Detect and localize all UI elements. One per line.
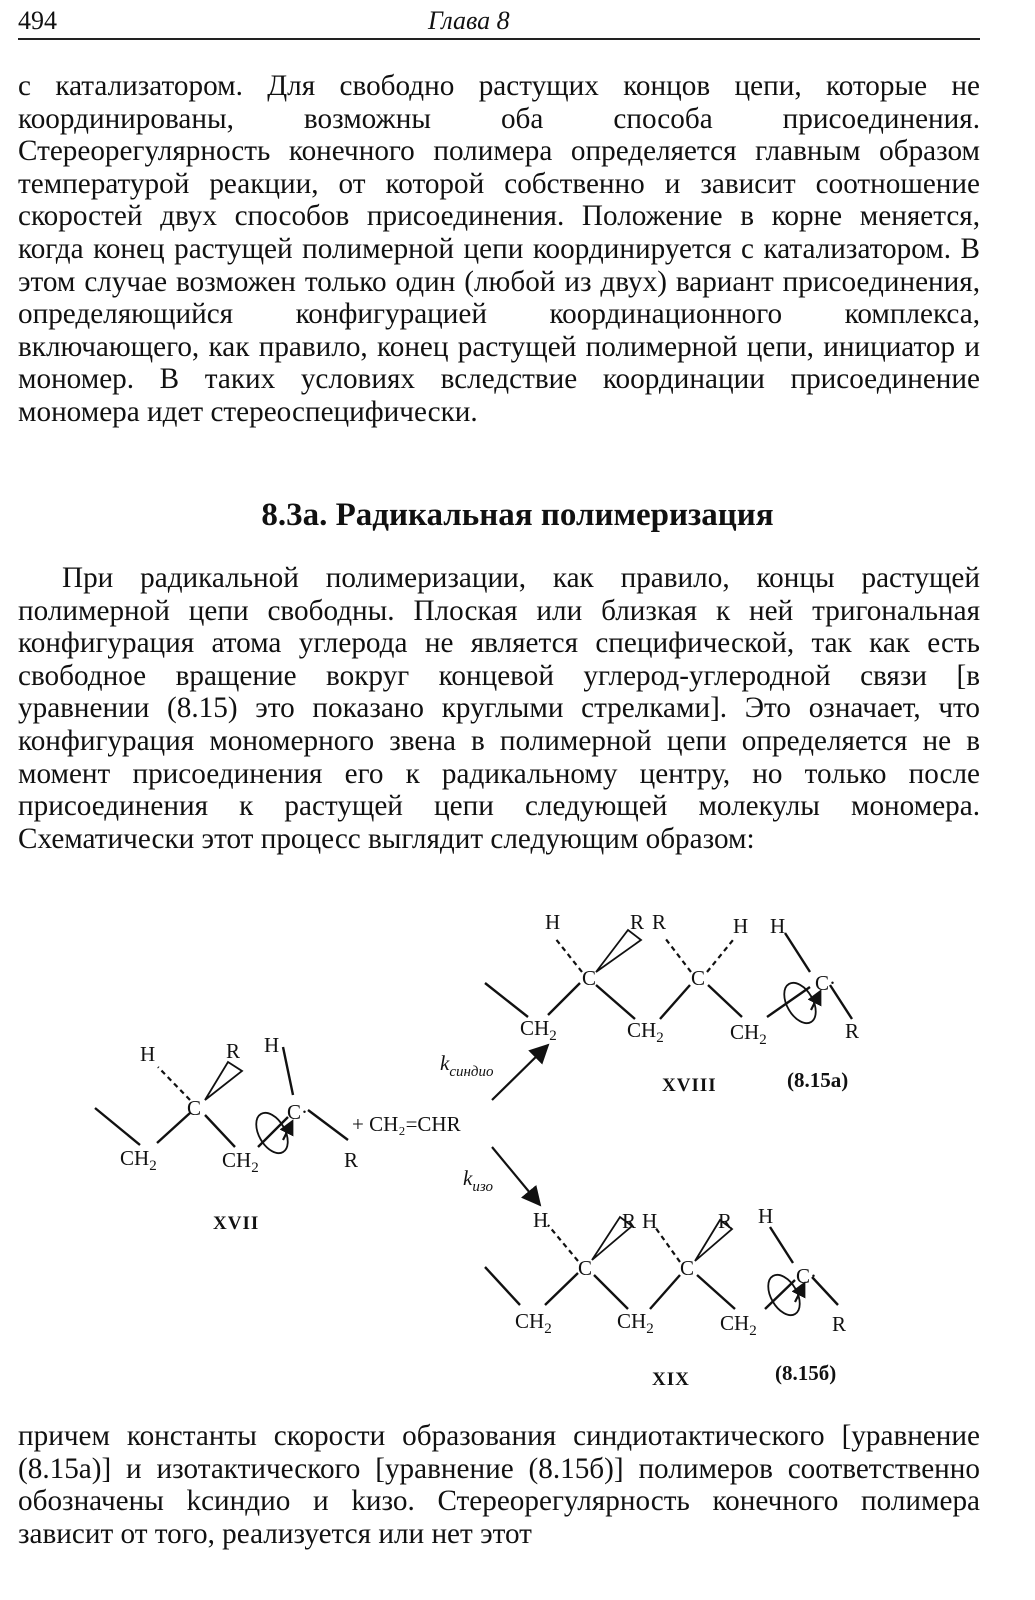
atom-c: C [680,1256,695,1280]
monomer-formula: + CH₂=CHR [352,1112,461,1136]
reaction-scheme [0,895,1035,1405]
atom-h: H [642,1209,658,1233]
atom-c-radical: C· [287,1100,308,1124]
page-number: 494 [18,6,57,35]
atom-h: H [770,914,786,938]
rate-constant-syndio: $k_{синдио}$ [440,1051,494,1080]
atom-c: C [582,966,597,990]
paragraph-rate-constants: причем константы скорости образования синдиотактического [уравнение (8.15а)] и изотактического [уравнение (8.15б)] полимеров соответственно обозначены kсиндио и kизо. Стереорегулярность конечного полимера зависит от того, реализуется или нет этот [18,1420,980,1550]
atom-r: R [718,1209,733,1233]
structure-xviii [485,910,859,1096]
atom-r: R [622,1209,637,1233]
group-ch2: $CH_2$ [730,1020,767,1048]
structure-xix [485,1204,846,1390]
arrow-syndio [492,1045,548,1100]
running-head: Глава 8 [428,6,510,35]
group-ch2: $CH_2$ [515,1309,552,1337]
group-ch2: $CH_2$ [627,1018,664,1046]
atom-h: H [264,1033,280,1057]
atom-c-radical: C· [796,1264,817,1288]
arrow-iso [492,1147,540,1205]
equation-number-b: (8.15б) [775,1361,837,1385]
atom-h: H [545,910,561,934]
label-xviii: XVIII [662,1075,717,1096]
atom-c-radical: C· [815,971,836,995]
structure-xvii [95,1033,358,1234]
atom-h: H [733,914,749,938]
atom-r: R [832,1312,847,1336]
atom-r: R [652,910,667,934]
label-xvii: XVII [213,1213,260,1234]
section-title: 8.3а. Радикальная полимеризация [261,497,774,533]
paragraph-catalyst: с катализатором. Для свободно растущих концов цепи, которые не координированы, возможны оба способа присоединения. Стереорегулярность конечного полимера определяется главным образом температурой реакции, от которой собственно и зависит соотношение скоростей двух способов присоединения. Положение в корне меняется, когда конец растущей полимерной цепи координируется с катализатором. В этом случае возможен только один (любой из двух) вариант присоединения, определяющийся конфигурацией координационного комплекса, включающего, как правило, конец растущей полимерной цепи, инициатор и мономер. В таких условиях вследствие координации присоединение мономера идет стереоспецифически. [18,70,980,428]
atom-h: H [140,1042,156,1066]
rate-constant-iso: $k_{изо}$ [463,1166,493,1195]
group-ch2: $CH_2$ [222,1148,259,1176]
page-header [18,4,980,40]
atom-c: C [691,966,706,990]
label-xix: XIX [652,1369,690,1390]
atom-h: H [758,1204,774,1228]
group-ch2: $CH_2$ [120,1146,157,1174]
atom-r: R [630,910,645,934]
paragraph-radical: При радикальной полимеризации, как правило, концы растущей полимерной цепи свободны. Плоская или близкая к ней тригональная конфигурация атома углерода не является специфической, так как есть свободное вращение вокруг концевой углерод-углеродной связи [в уравнении (8.15) это показано круглыми стрелками]. Это означает, что конфигурация мономерного звена в полимерной цепи определяется не в момент присоединения его к радикальному центру, но только после присоединения к растущей цепи следующей молекулы мономера. Схематически этот процесс выглядит следующим образом: [18,562,980,855]
atom-c: C [187,1096,202,1120]
group-ch2: $CH_2$ [520,1016,557,1044]
group-ch2: $CH_2$ [617,1309,654,1337]
equation-number-a: (8.15а) [787,1068,849,1092]
atom-r: R [344,1148,359,1172]
atom-h: H [533,1208,549,1232]
atom-r: R [226,1039,241,1063]
atom-c: C [578,1256,593,1280]
group-ch2: $CH_2$ [720,1311,757,1339]
atom-r: R [845,1019,860,1043]
